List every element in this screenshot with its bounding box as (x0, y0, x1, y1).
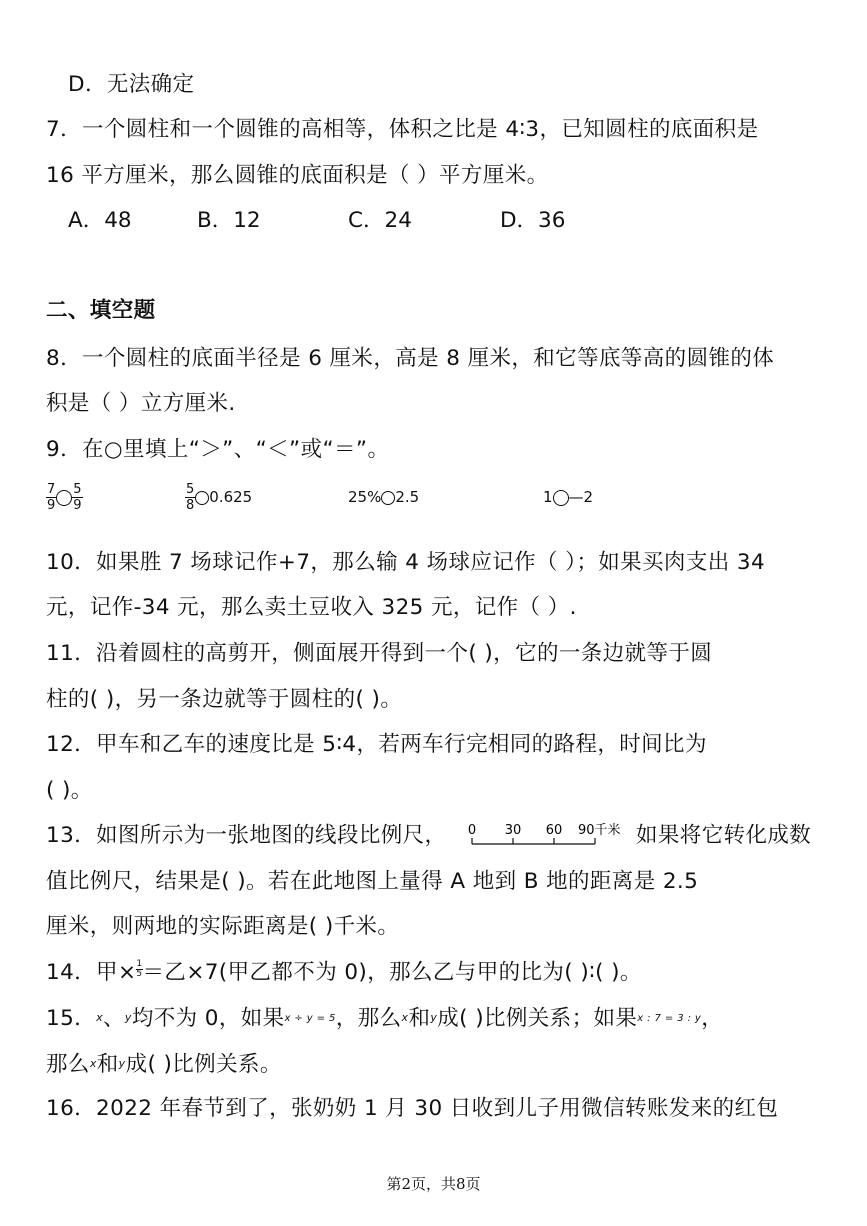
q15-line2: 那么x和y成( )比例关系。 (46, 1052, 282, 1077)
q10-line1: 10．如果胜 7 场球记作+7，那么输 4 场球应记作（ ）；如果买肉支出 34 (46, 550, 766, 575)
q15-line1: 15．x、y均不为 0，如果x ÷ y = 5，那么x和y成( )比例关系；如果x : 7 = 3 : y， (46, 1006, 724, 1031)
var-x: x (401, 1011, 409, 1024)
blank-circle[interactable] (381, 491, 395, 505)
q12-line2: ( )。 (46, 778, 93, 803)
scale-bar (460, 818, 630, 850)
compare-value: 2.5 (395, 488, 420, 506)
blank-circle[interactable] (195, 491, 209, 505)
q7-line2: 16 平方厘米，那么圆锥的底面积是（ ）平方厘米。 (46, 163, 549, 188)
q9-compare-1 (46, 482, 83, 513)
scale-label-30: 30 (504, 823, 522, 838)
var-x: x (96, 1011, 103, 1024)
q11-line2: 柱的( )，另一条边就等于圆柱的( )。 (46, 687, 403, 712)
expression: x : 7 = 3 : y (637, 1013, 702, 1024)
q9-line1: 9．在○里填上“＞”、“＜”或“＝”。 (46, 437, 390, 462)
blank-circle[interactable] (56, 490, 72, 506)
compare-value: 0.625 (209, 488, 253, 506)
q12-line1: 12．甲车和乙车的速度比是 5∶4，若两车行完相同的路程，时间比为 (46, 732, 707, 757)
scale-label-0: 0 (467, 823, 477, 838)
q13-line1-right: 如果将它转化成数 (636, 823, 812, 848)
q9-compare-2 (185, 482, 252, 513)
fraction: $\frac{5}{8}$ (186, 482, 195, 513)
q14-line: 14．甲× $\frac{1}{5}$ ＝乙×7(甲乙都不为 0)，那么乙与甲的比为( )∶( )。 (46, 959, 642, 985)
fraction: $\frac{1}{5}$ (136, 959, 143, 979)
q8-line1: 8．一个圆柱的底面半径是 6 厘米，高是 8 厘米，和它等底等高的圆锥的体 (46, 346, 775, 371)
q7-option-d: D．36 (500, 208, 566, 233)
fraction: $\frac{5}{9}$ (73, 482, 82, 513)
compare-value: —2 (568, 488, 594, 506)
q13-line1-left: 13．如图所示为一张地图的线段比例尺， (46, 823, 447, 848)
q7-line1: 7．一个圆柱和一个圆锥的高相等，体积之比是 4∶3，已知圆柱的底面积是 (46, 117, 759, 142)
expression: x ÷ y = 5 (284, 1013, 336, 1024)
section-title: 二、填空题 (46, 298, 156, 323)
q7-option-c: C．24 (348, 208, 412, 233)
var-x: x (89, 1057, 97, 1070)
q9-compare-4 (543, 482, 593, 512)
compare-value: 25% (348, 488, 382, 506)
var-y: y (118, 1057, 126, 1070)
q6-option-d: D．无法确定 (68, 72, 195, 97)
q7-option-b: B．12 (197, 208, 261, 233)
q8-line2: 积是（ ）立方厘米. (46, 391, 236, 416)
var-y: y (124, 1011, 132, 1024)
q16-line1: 16．2022 年春节到了，张奶奶 1 月 30 日收到儿子用微信转账发来的红包 (46, 1096, 779, 1121)
q7-option-a: A．48 (68, 208, 132, 233)
q13-line2: 值比例尺，结果是( )。若在此地图上量得 A 地到 B 地的距离是 2.5 (46, 869, 699, 894)
q9-compare-3 (348, 482, 419, 512)
blank-circle[interactable] (553, 490, 569, 506)
q10-line2: 元，记作-34 元，那么卖土豆收入 325 元，记作（ ）. (46, 595, 577, 620)
scale-label-60: 60 (545, 823, 563, 838)
compare-value: 1 (543, 488, 553, 506)
q11-line1: 11．沿着圆柱的高剪开，侧面展开得到一个( )，它的一条边就等于圆 (46, 641, 713, 666)
scale-label-90: 90千米 (578, 823, 621, 838)
q13-line3: 厘米，则两地的实际距离是( )千米。 (46, 914, 400, 939)
fraction: $\frac{7}{9}$ (47, 482, 56, 513)
page-footer: 第2页，共8页 (386, 1175, 481, 1193)
var-y: y (430, 1011, 438, 1024)
